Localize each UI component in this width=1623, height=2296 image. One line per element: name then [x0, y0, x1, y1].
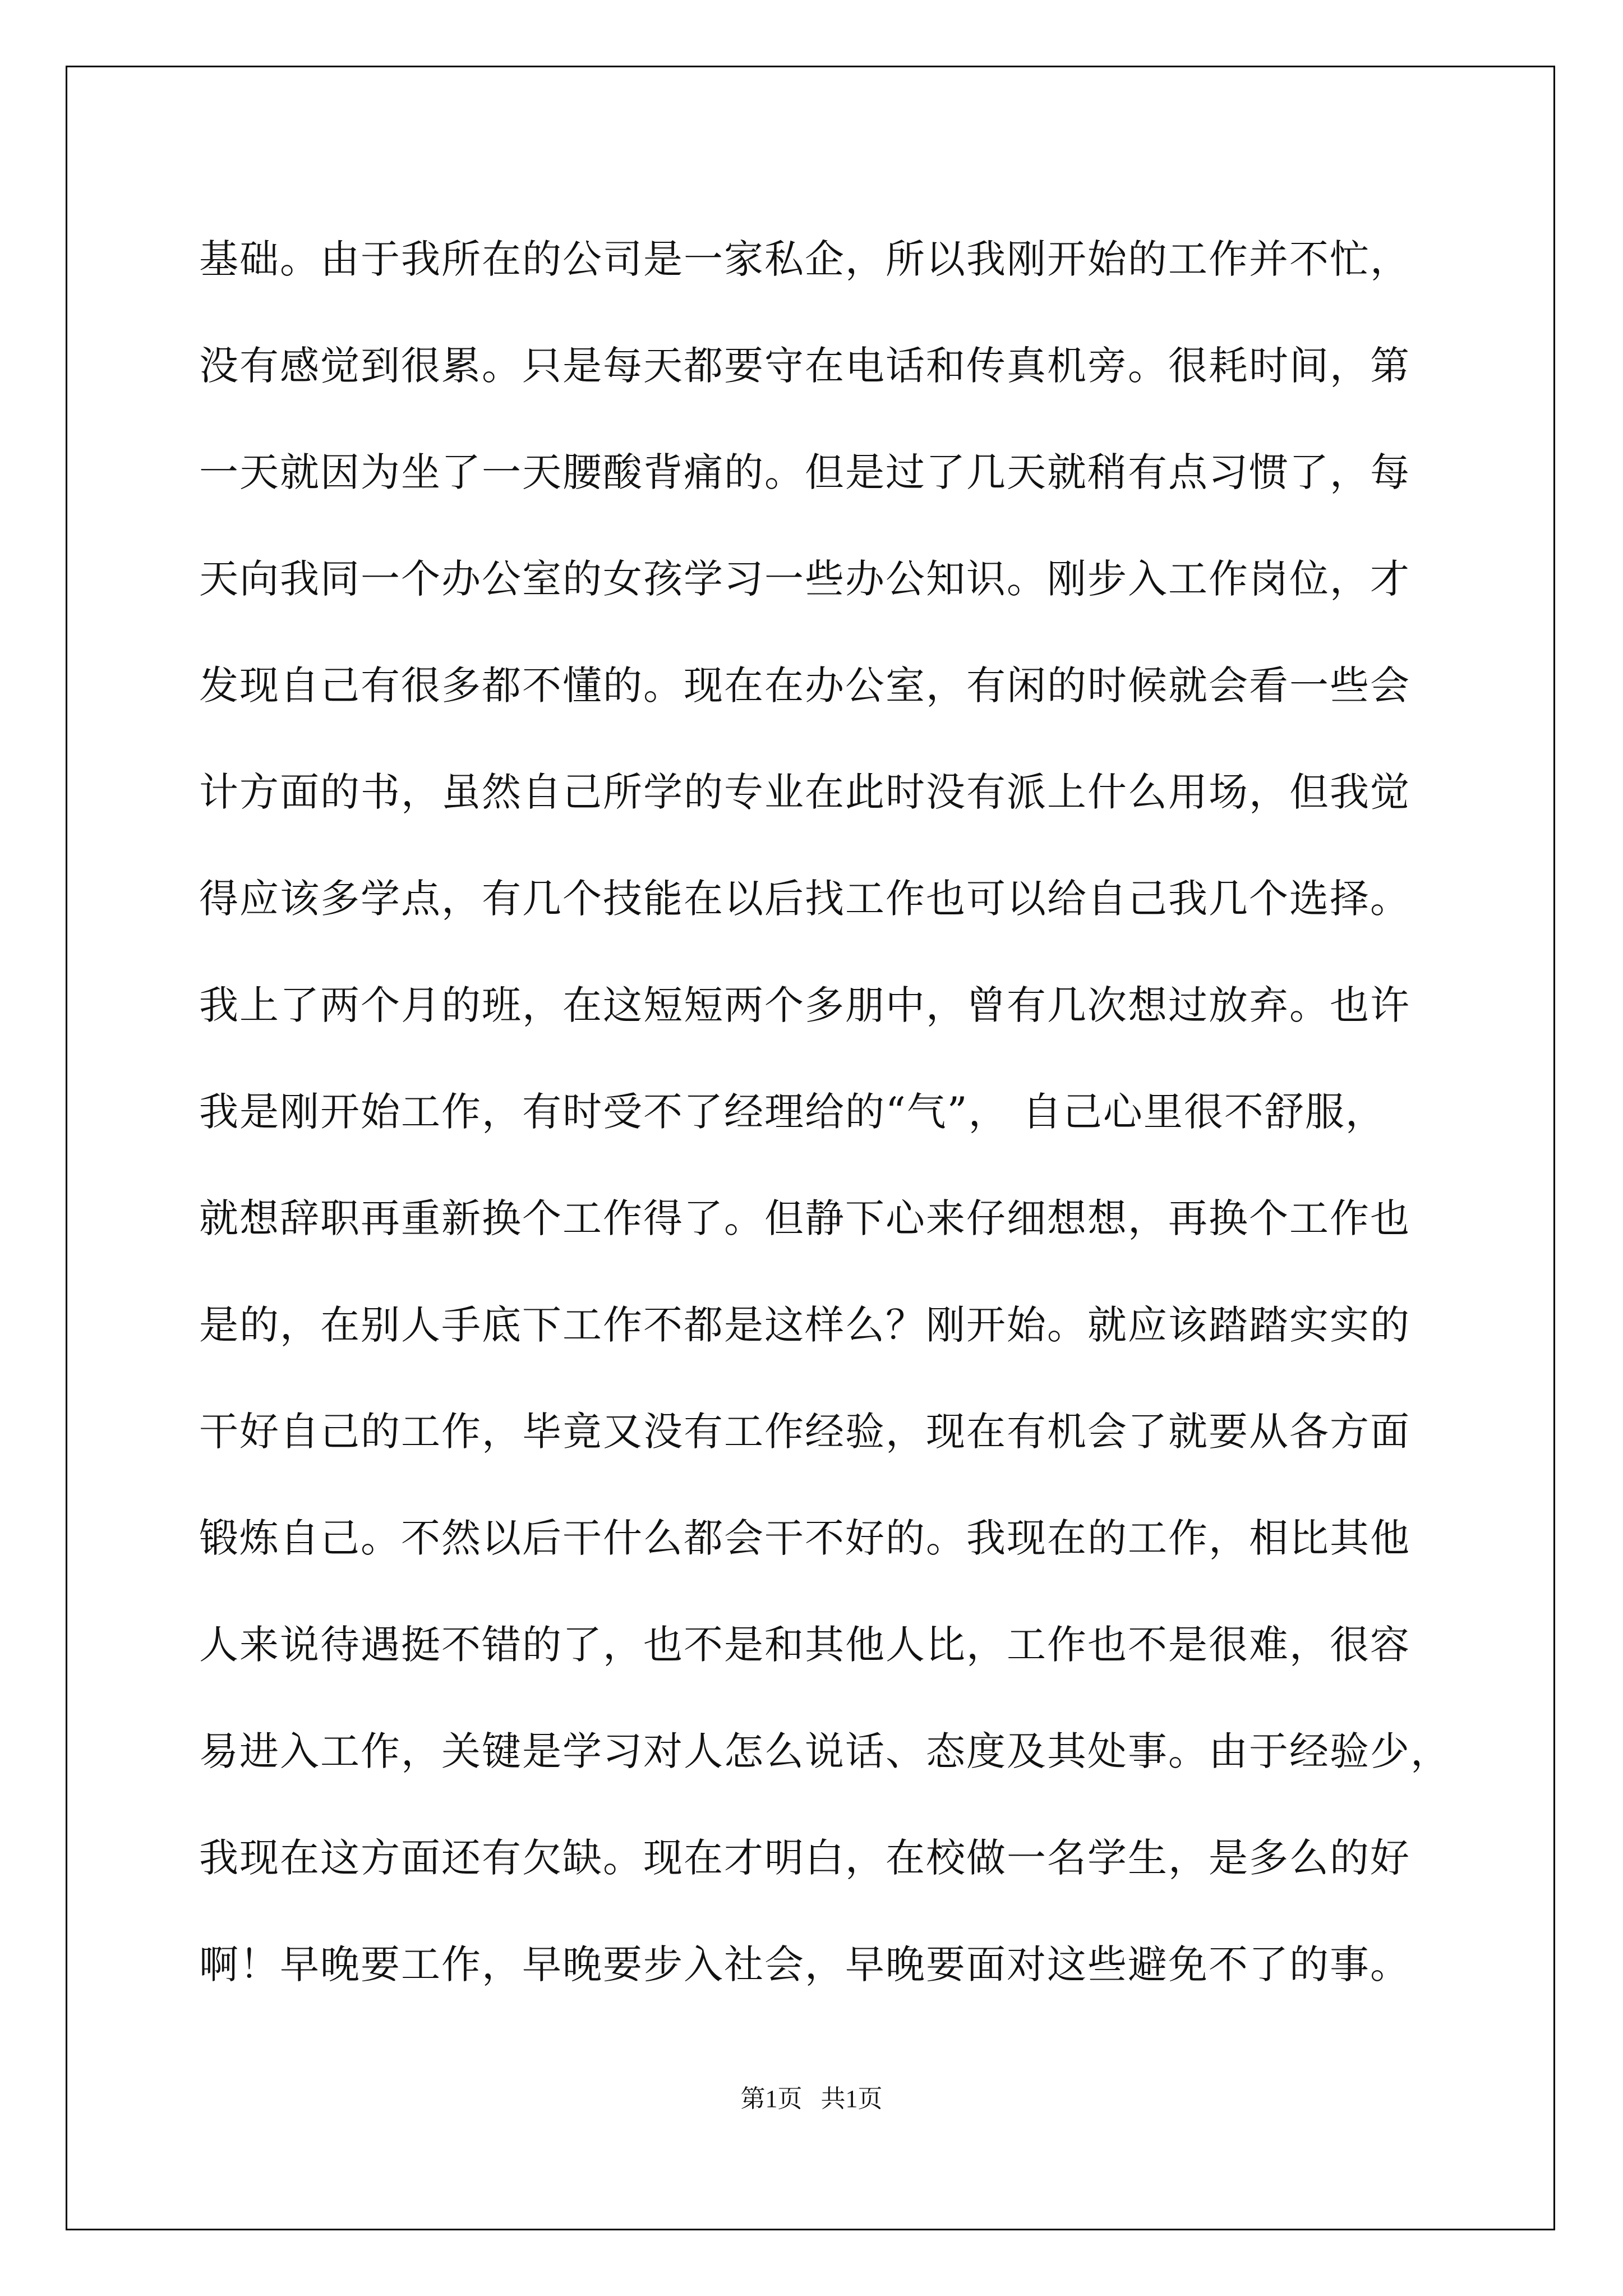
page-footer: 第1页 共1页: [740, 2085, 883, 2113]
text-line-13: 锻炼自己。不然以后干什么都会干不好的。我现在的工作，相比其他: [199, 1515, 1410, 1561]
text-line-11: 是的，在别人手底下工作不都是这样么？刚开始。就应该踏踏实实的: [199, 1302, 1410, 1348]
text-line-15: 易进入工作，关键是学习对人怎么说话、态度及其处事。由于经验少，: [199, 1728, 1451, 1774]
text-line-10: 就想辞职再重新换个工作得了。但静下心来仔细想想，再换个工作也: [199, 1195, 1410, 1241]
text-line-14: 人来说待遇挺不错的了，也不是和其他人比，工作也不是很难，很容: [199, 1622, 1410, 1668]
text-line-7: 得应该多学点，有几个技能在以后找工作也可以给自己我几个选择。: [199, 876, 1410, 922]
text-line-16: 我现在这方面还有欠缺。现在才明白，在校做一名学生，是多么的好: [199, 1835, 1410, 1881]
text-line-2: 没有感觉到很累。只是每天都要守在电话和传真机旁。很耗时间，第: [199, 343, 1410, 389]
text-line-8: 我上了两个月的班，在这短短两个多朋中，曾有几次想过放弃。也许: [199, 982, 1410, 1028]
text-line-6: 计方面的书，虽然自己所学的专业在此时没有派上什么用场，但我觉: [199, 769, 1410, 815]
text-line-1: 基础。由于我所在的公司是一家私企，所以我刚开始的工作并不忙，: [199, 236, 1410, 282]
text-line-4: 天向我同一个办公室的女孩学习一些办公知识。刚步入工作岗位，才: [199, 556, 1410, 602]
document-body: [199, 206, 1451, 2018]
text-line-5: 发现自己有很多都不懂的。现在在办公室，有闲的时候就会看一些会: [199, 662, 1410, 708]
text-line-9: 我是刚开始工作，有时受不了经理给的“气”， 自己心里很不舒服，: [199, 1089, 1386, 1135]
text-line-17: 啊！早晚要工作，早晚要步入社会，早晚要面对这些避免不了的事。: [199, 1941, 1410, 1987]
text-line-12: 干好自己的工作，毕竟又没有工作经验，现在有机会了就要从各方面: [199, 1409, 1410, 1455]
text-line-3: 一天就因为坐了一天腰酸背痛的。但是过了几天就稍有点习惯了，每: [199, 449, 1410, 495]
